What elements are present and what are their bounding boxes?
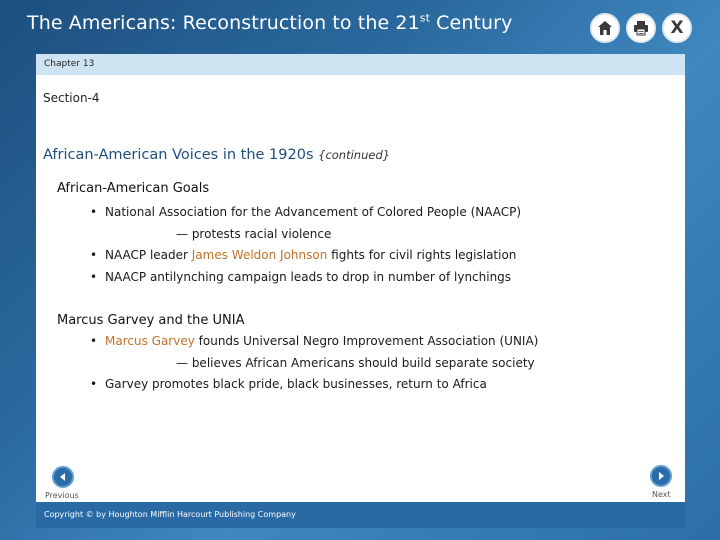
slide-title-text: African-American Voices in the 1920s — [43, 147, 314, 163]
bullet-text: Garvey promotes black pride, black businesses, return to Africa — [105, 377, 487, 391]
slide-panel — [36, 54, 685, 528]
print-icon — [632, 19, 650, 37]
chapter-bar — [36, 54, 685, 75]
bullet-subline: — protests racial violence — [176, 226, 332, 241]
bullet-text: National Association for the Advancement of Colored People (NAACP) — [105, 205, 522, 219]
section-label: Section-4 — [43, 91, 100, 105]
list-item — [90, 245, 521, 267]
group-heading: Marcus Garvey and the UNIA — [57, 313, 245, 328]
title-end: Century — [430, 12, 513, 34]
close-icon: X — [670, 18, 684, 38]
previous-label[interactable]: Previous — [45, 491, 79, 500]
next-button[interactable] — [650, 465, 672, 487]
bullet-list — [90, 202, 521, 288]
list-item — [90, 374, 538, 396]
title-superscript: st — [419, 11, 431, 25]
bullet-subline: — believes African Americans should build separate society — [176, 355, 535, 370]
copyright-text: Copyright © by Houghton Mifflin Harcourt Publishing Company — [44, 510, 296, 519]
top-toolbar — [590, 13, 692, 43]
highlighted-name: James Weldon Johnson — [191, 248, 328, 262]
title-main: The Americans: Reconstruction to the 21 — [27, 12, 420, 34]
list-item — [90, 267, 521, 289]
arrow-right-icon — [656, 471, 666, 481]
arrow-left-icon — [58, 472, 68, 482]
slide-title — [43, 147, 390, 163]
home-button[interactable] — [590, 13, 620, 43]
home-icon — [596, 19, 614, 37]
list-item — [90, 202, 521, 245]
highlighted-name: Marcus Garvey — [105, 334, 195, 348]
footer-bar — [36, 502, 685, 528]
list-item — [90, 331, 538, 374]
print-button[interactable] — [626, 13, 656, 43]
bullet-list — [90, 331, 538, 396]
bullet-text-post: fights for civil rights legislation — [327, 248, 517, 262]
close-button[interactable] — [662, 13, 692, 43]
chapter-label: Chapter 13 — [44, 59, 95, 69]
bullet-text-pre: NAACP leader — [105, 248, 192, 262]
group-heading: African-American Goals — [57, 181, 210, 196]
next-label[interactable]: Next — [652, 490, 671, 499]
app-title — [27, 12, 512, 34]
bullet-text-post: founds Universal Negro Improvement Association (UNIA) — [194, 334, 539, 348]
bullet-text: NAACP antilynching campaign leads to drop in number of lynchings — [105, 269, 512, 284]
previous-button[interactable] — [52, 466, 74, 488]
slide-title-note: {continued} — [318, 148, 391, 162]
